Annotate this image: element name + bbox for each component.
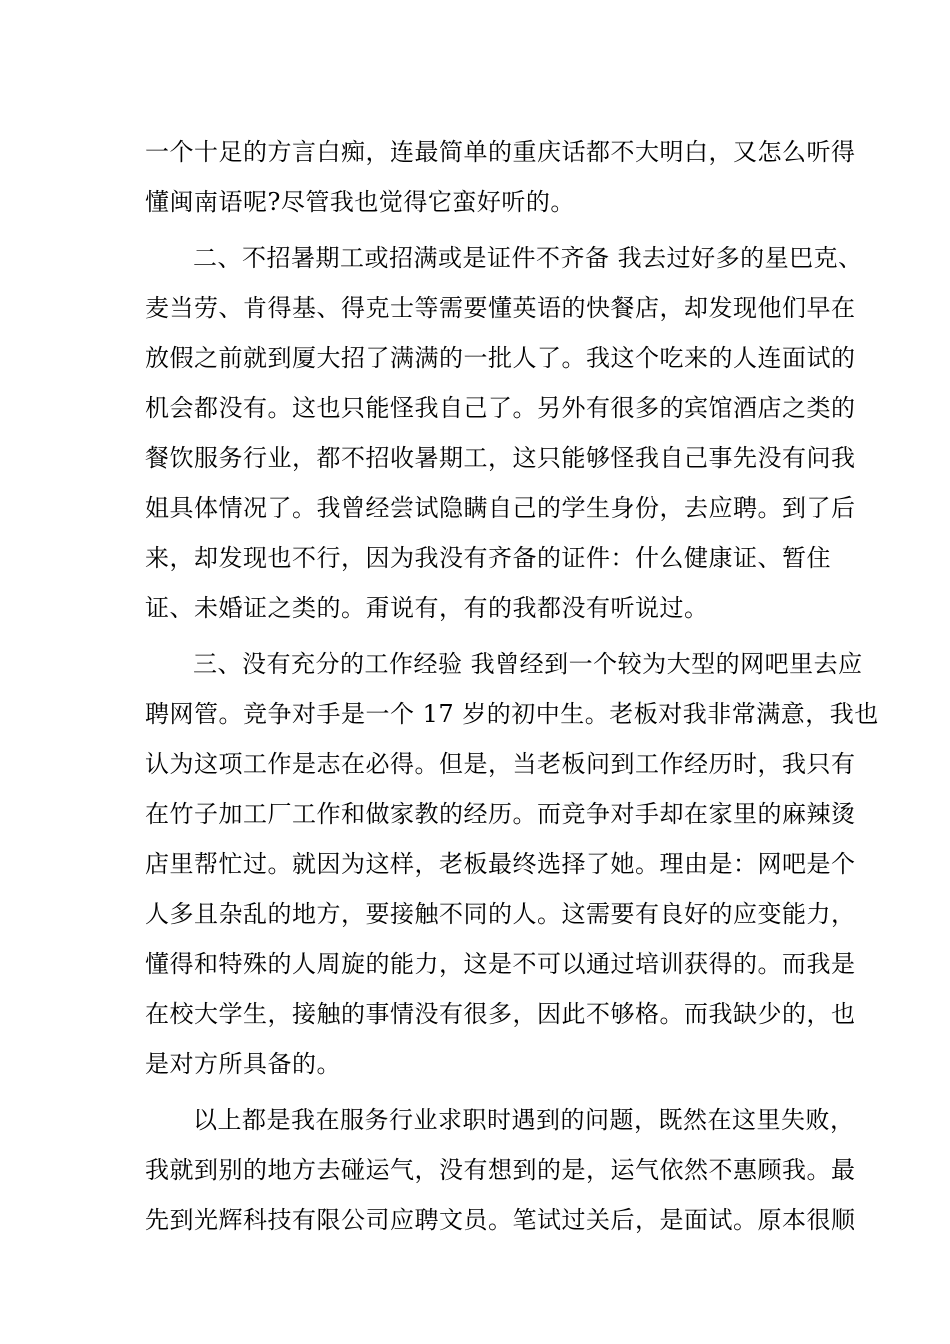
text-line: 在校大学生，接触的事情没有很多，因此不够格。而我缺少的，也	[145, 1000, 856, 1028]
text-line: 二、不招暑期工或招满或是证件不齐备 我去过好多的星巴克、	[193, 244, 863, 272]
text-line: 懂得和特殊的人周旋的能力，这是不可以通过培训获得的。而我是	[145, 950, 856, 978]
text-line: 姐具体情况了。我曾经尝试隐瞒自己的学生身份，去应聘。到了后	[145, 494, 856, 522]
text-line: 证、未婚证之类的。甭说有，有的我都没有听说过。	[145, 594, 709, 622]
text-line: 餐饮服务行业，都不招收暑期工，这只能够怪我自己事先没有问我	[145, 444, 856, 472]
text-line: 人多且杂乱的地方，要接触不同的人。这需要有良好的应变能力，	[145, 900, 856, 928]
text-line: 我就到别的地方去碰运气，没有想到的是，运气依然不惠顾我。最	[145, 1156, 856, 1184]
text-line: 是对方所具备的。	[145, 1050, 341, 1078]
text-line: 在竹子加工厂工作和做家教的经历。而竞争对手却在家里的麻辣烫	[145, 800, 856, 828]
text-line: 一个十足的方言白痴，连最简单的重庆话都不大明白，又怎么听得	[145, 138, 856, 166]
text-line: 懂闽南语呢?尽管我也觉得它蛮好听的。	[145, 188, 575, 216]
text-line: 以上都是我在服务行业求职时遇到的问题，既然在这里失败，	[193, 1106, 855, 1134]
text-line: 认为这项工作是志在必得。但是，当老板问到工作经历时，我只有	[145, 750, 856, 778]
text-line: 来，却发现也不行，因为我没有齐备的证件：什么健康证、暂住	[145, 544, 831, 572]
text-line: 店里帮忙过。就因为这样，老板最终选择了她。理由是：网吧是个	[145, 850, 856, 878]
text-line: 先到光辉科技有限公司应聘文员。笔试过关后，是面试。原本很顺	[145, 1206, 856, 1234]
text-line: 麦当劳、肯得基、得克士等需要懂英语的快餐店，却发现他们早在	[145, 294, 856, 322]
text-line: 三、没有充分的工作经验 我曾经到一个较为大型的网吧里去应	[193, 650, 863, 678]
text-line: 放假之前就到厦大招了满满的一批人了。我这个吃来的人连面试的	[145, 344, 856, 372]
text-line: 机会都没有。这也只能怪我自己了。另外有很多的宾馆酒店之类的	[145, 394, 856, 422]
text-line: 聘网管。竞争对手是一个 17 岁的初中生。老板对我非常满意，我也	[145, 700, 879, 728]
